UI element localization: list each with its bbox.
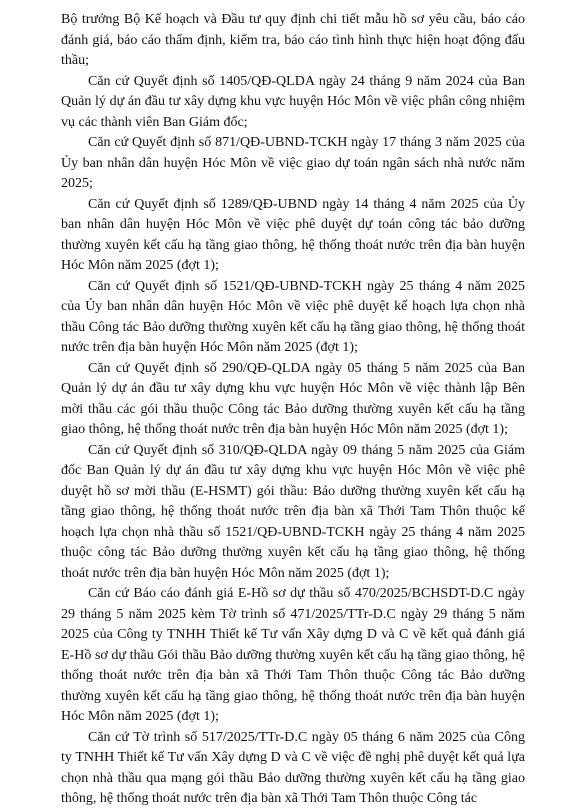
paragraph-decision-310: Căn cứ Quyết định số 310/QĐ-QLDA ngày 09 tháng 5 năm 2025 của Giám đốc Ban Quản lý dự án đầu tư xây dựng khu vực huyện Hóc Môn về việc phê duyệt hồ sơ mời thầu (E-HSMT) gói thầu: Bảo dưỡng thường xuyên kết cấu hạ tầng giao thông, hệ thống thoát nước trên địa bàn xã Thới Tam Thôn thuộc kế hoạch lựa chọn nhà thầu số 1521/QĐ-UBND-TCKH ngày 25 tháng 4 năm 2025 thuộc công tác Bảo dưỡng thường xuyên kết cấu hạ tầng giao thông, hệ thống thoát nước trên địa bàn huyện Hóc Môn năm 2025 (đợt 1);: [61, 442, 525, 581]
paragraph-decision-1289: Căn cứ Quyết định số 1289/QĐ-UBND ngày 14 tháng 4 năm 2025 của Ủy ban nhân dân huyện Hóc Môn về việc phê duyệt dự toán công tác bảo dưỡng thường xuyên kết cấu hạ tầng giao thông, hệ thống thoát nước trên địa bàn huyện Hóc Môn năm 2025 (đợt 1);: [61, 196, 525, 273]
paragraph-decision-1521: Căn cứ Quyết định số 1521/QĐ-UBND-TCKH ngày 25 tháng 4 năm 2025 của Ủy ban nhân dân huyện Hóc Môn về việc phê duyệt kế hoạch lựa chọn nhà thầu Công tác Bảo dưỡng thường xuyên kết cấu hạ tầng giao thông, hệ thống thoát nước trên địa bàn huyện Hóc Môn năm 2025 (đợt 1);: [61, 278, 525, 355]
paragraph-decision-1405: Căn cứ Quyết định số 1405/QĐ-QLDA ngày 24 tháng 9 năm 2024 của Ban Quản lý dự án đầu tư xây dựng khu vực huyện Hóc Môn về việc phân công nhiệm vụ các thành viên Ban Giám đốc;: [61, 73, 525, 130]
paragraph-decision-871: Căn cứ Quyết định số 871/QĐ-UBND-TCKH ngày 17 tháng 3 năm 2025 của Ủy ban nhân dân huyện Hóc Môn về việc giao dự toán ngân sách nhà nước năm 2025;: [61, 135, 525, 191]
paragraph-continuation: Bộ trưởng Bộ Kế hoạch và Đầu tư quy định chi tiết mẫu hồ sơ yêu cầu, báo cáo đánh giá, báo cáo thẩm định, kiểm tra, báo cáo tình hình thực hiện hoạt động đấu thầu;: [61, 12, 525, 68]
paragraph-evaluation-report-470: Căn cứ Báo cáo đánh giá E-Hồ sơ dự thầu số 470/2025/BCHSDT-D.C ngày 29 tháng 5 năm 2025 kèm Tờ trình số 471/2025/TTr-D.C ngày 29 tháng 5 năm 2025 của Công ty TNHH Thiết kế Tư vấn Xây dựng D và C về kết quả đánh giá E-Hồ sơ dự thầu Gói thầu Bảo dưỡng thường xuyên kết cấu hạ tầng giao thông, hệ thống thoát nước trên địa bàn xã Thới Tam Thôn thuộc Công tác Bảo dưỡng thường xuyên kết cấu hạ tầng giao thông, hệ thống thoát nước trên địa bàn huyện Hóc Môn năm 2025 (đợt 1);: [61, 586, 525, 724]
paragraph-submission-517: Căn cứ Tờ trình số 517/2025/TTr-D.C ngày 05 tháng 6 năm 2025 của Công ty TNHH Thiết kế Tư vấn Xây dựng D và C về việc đề nghị phê duyệt kết quả lựa chọn nhà thầu qua mạng gói thầu Bảo dưỡng thường xuyên kết cấu hạ tầng giao thông, hệ thống thoát nước trên địa bàn xã Thới Tam Thôn thuộc Công tác: [61, 729, 525, 806]
paragraph-decision-290: Căn cứ Quyết định số 290/QĐ-QLDA ngày 05 tháng 5 năm 2025 của Ban Quản lý dự án đầu tư xây dựng khu vực huyện Hóc Môn về việc thành lập Bên mời thầu các gói thầu thuộc Công tác Bảo dưỡng thường xuyên kết cấu hạ tầng giao thông, hệ thống thoát nước trên địa bàn huyện Hóc Môn năm 2025 (đợt 1);: [61, 360, 525, 437]
